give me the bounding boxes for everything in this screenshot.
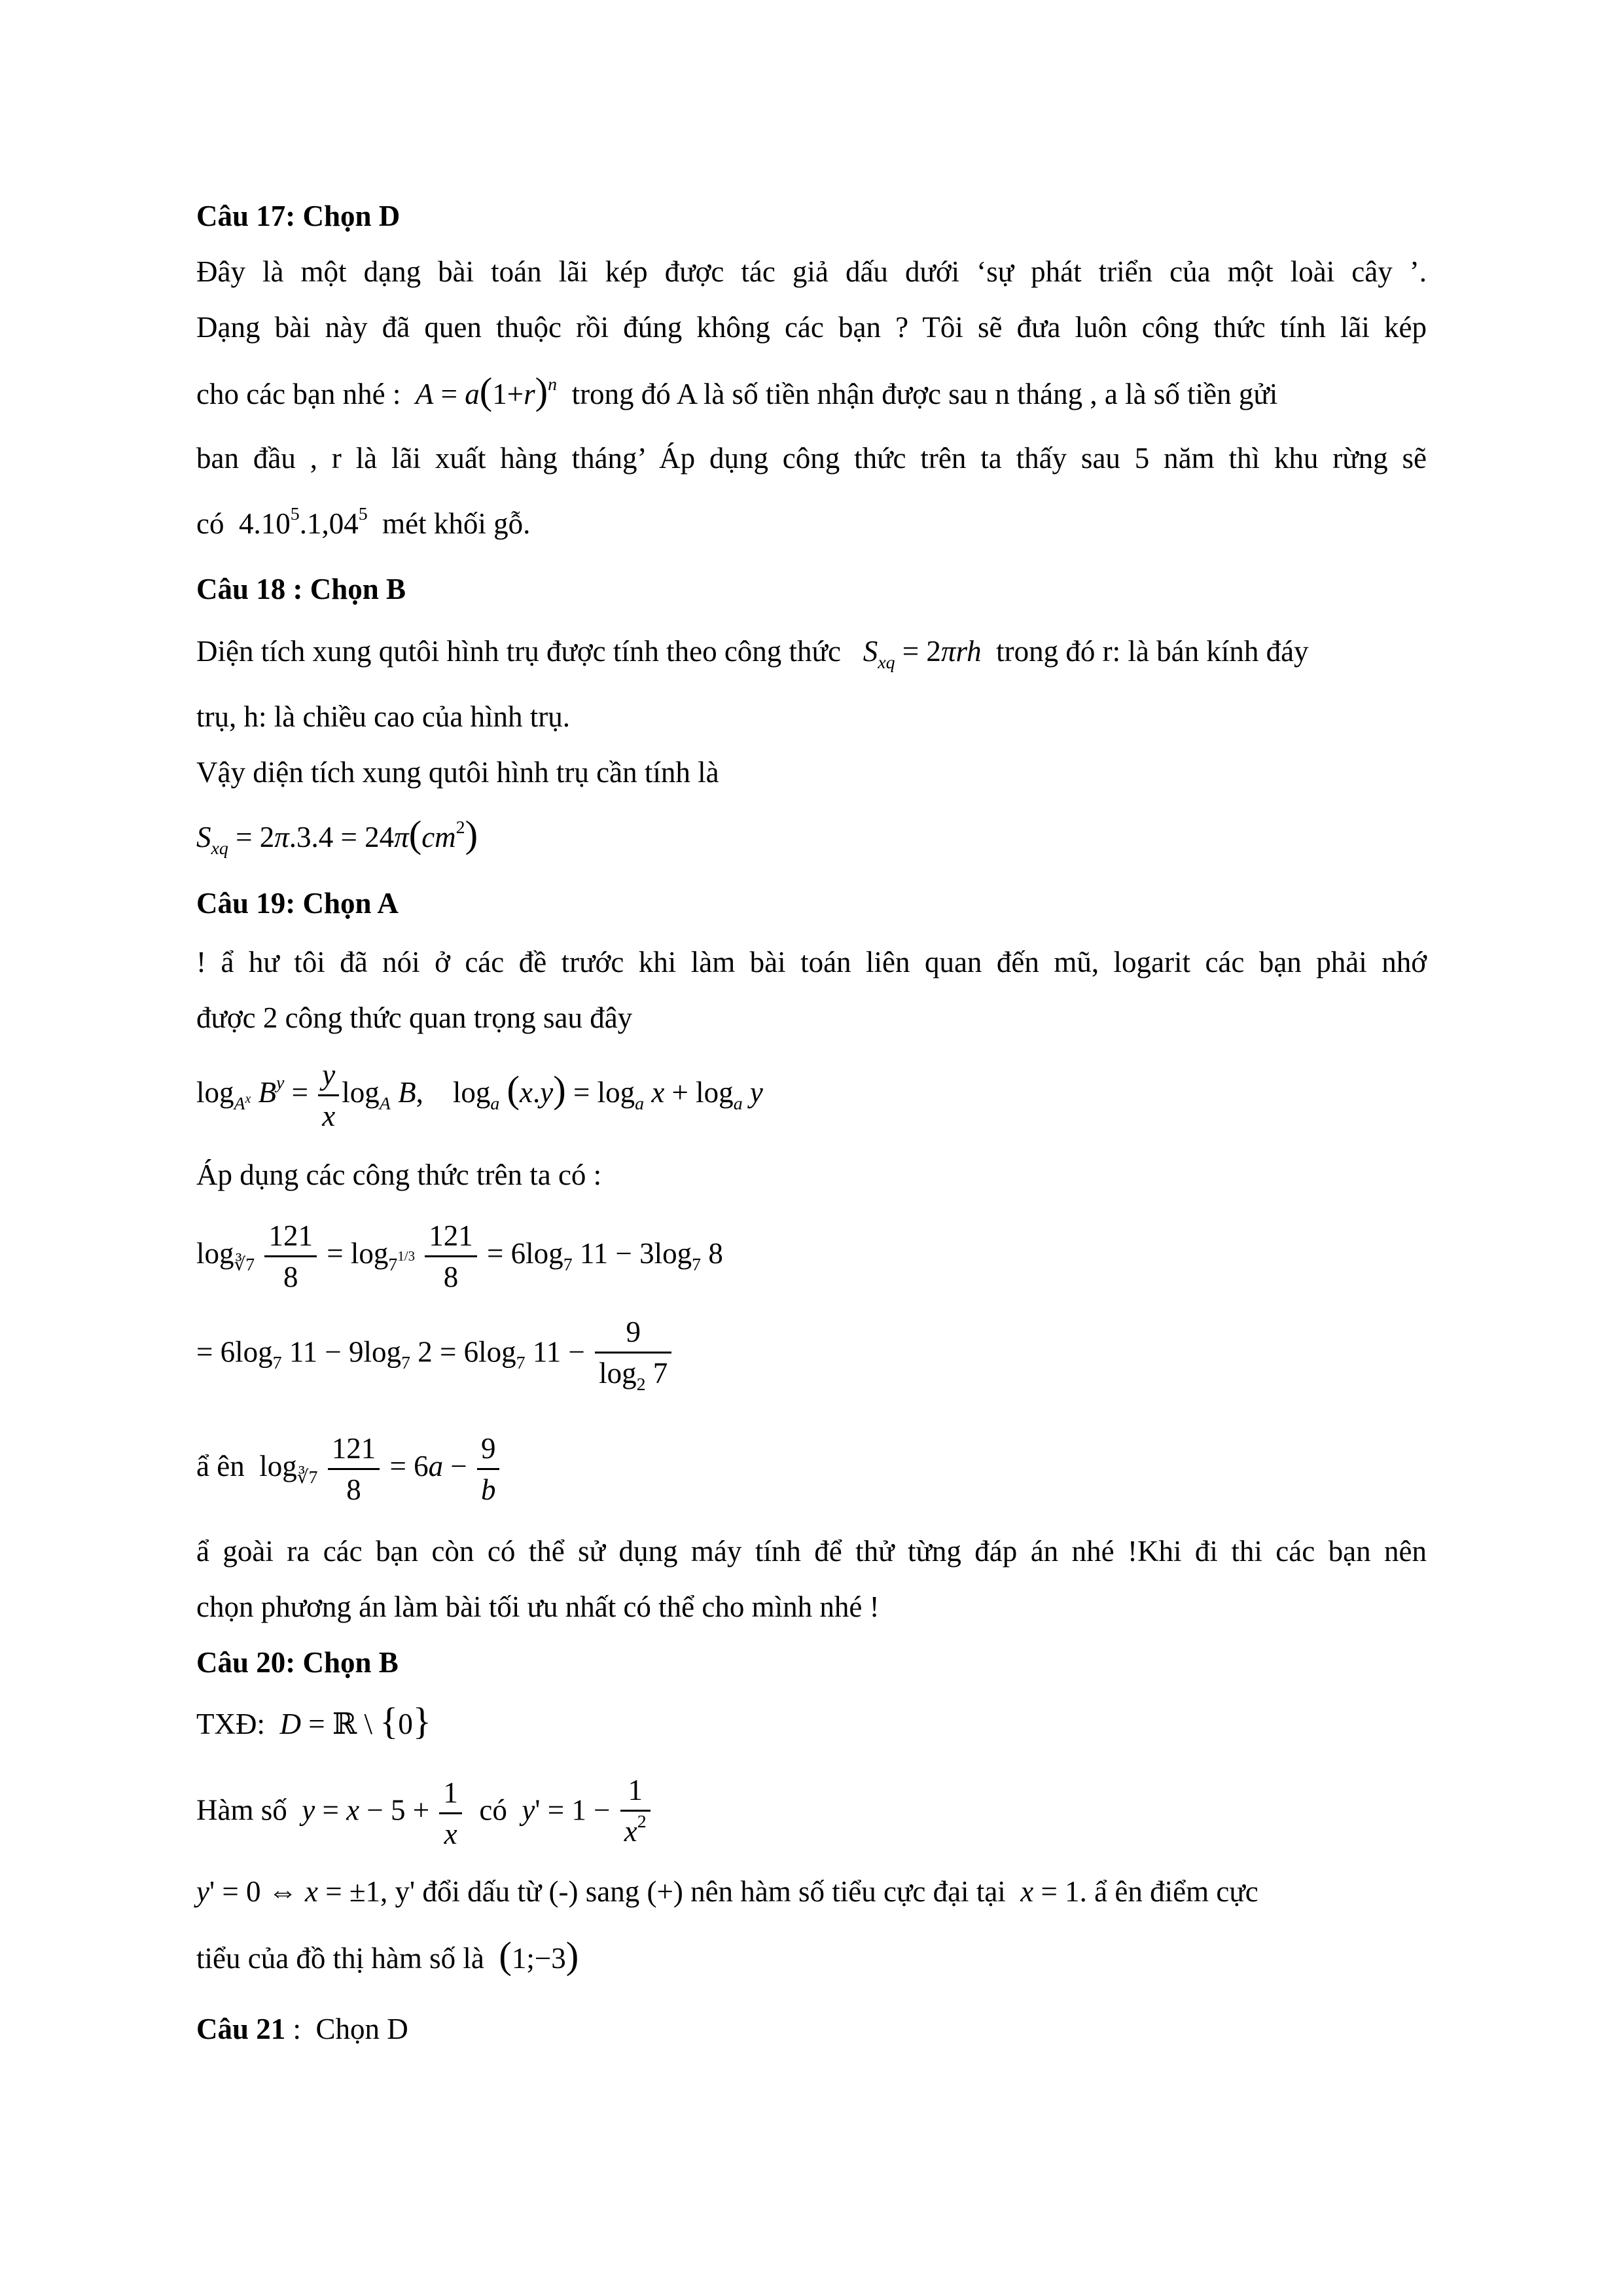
q17-line1: Đây là một dạng bài toán lãi kép được tác giả dấu dưới ‘sự phát triển của một loài cây ’. <box>196 255 1427 288</box>
q18-heading: Câu 18 : Chọn B <box>196 573 406 605</box>
q20-txd: TXĐ: <box>196 1708 265 1740</box>
q21-heading: Câu 21 <box>196 2013 286 2045</box>
q18-line1-post: trong đó r: là bán kính đáy <box>996 635 1309 668</box>
q19-nen: ẩ ên <box>196 1450 245 1482</box>
q17-line5-pre: có <box>196 507 224 540</box>
q19-line1: ! ẩ hư tôi đã nói ở các đề trước khi làm bài toán liên quan đến mũ, logarit các bạn phải nhớ <box>196 946 1427 978</box>
lateral-area-formula: $S_{xq} = 2\pi rh$ <box>863 635 982 673</box>
q18-area-result: $S_{xq} = 2\pi.3.4 = 24\pi(cm^2)$ <box>196 813 478 859</box>
q18-line1-pre: Diện tích xung qutôi hình trụ được tính theo công thức <box>196 635 841 668</box>
q20-line3-end: . ẩ ên điểm cực <box>1079 1875 1258 1908</box>
q21-sep: : <box>285 2013 316 2045</box>
q20-co: có <box>479 1793 507 1827</box>
q17-heading: Câu 17: Chọn D <box>196 200 401 232</box>
q20-heading: Câu 20: Chọn B <box>196 1646 399 1679</box>
q17-line2: Dạng bài này đã quen thuộc rồi đúng không các bạn ? Tôi sẽ đưa luôn công thức tính lãi kép <box>196 311 1427 344</box>
q21-choice: Chọn D <box>315 2013 408 2045</box>
q17-line3-post: trong đó A là số tiền nhận được sau n tháng , a là số tiền gửi <box>571 378 1278 410</box>
q20-line3-post: , y' đổi dấu từ (-) sang (+) nên hàm số tiểu cực đại tại <box>380 1875 1006 1908</box>
log-rules-formula: $\log_{A^x} B^y$ = $\frac{y}{x}$ $\log_A B$, $\log_a (x.y) = \log_a x + \log_a y$ <box>196 1050 763 1138</box>
q17-line3-pre: cho các bạn nhé : <box>196 378 401 410</box>
q17-line3 <box>196 372 1277 418</box>
compound-interest-formula: $A = a(1+r)^n$ <box>415 370 558 412</box>
q18-line1 <box>196 632 1309 675</box>
q20-function: Hàm số y = x − 5 + $\frac{1}{x}$ có y' = 1 − $\frac{1}{x^2}$ <box>196 1770 653 1856</box>
q19-apply: Áp dụng các công thức trên ta có : <box>196 1158 602 1191</box>
q17-line4: ban đầu , r là lãi xuất hàng tháng’ Áp dụng công thức trên ta thấy sau 5 năm thì khu rừng sẽ <box>196 442 1427 475</box>
q18-line3: Vậy diện tích xung qutôi hình trụ cần tính là <box>196 756 719 789</box>
q17-line5-post: mét khối gỗ. <box>382 507 531 540</box>
q19-heading: Câu 19: Chọn A <box>196 887 399 920</box>
q19-line-end1: ẩ goài ra các bạn còn có thể sử dụng máy tính để thử từng đáp án nhé !Khi đi thi các bạn nên <box>196 1535 1427 1568</box>
log-computation-line1: $\log_{∛7}$ $\frac{121}{8}$ = $\log_{7^{1/3}}$ $\frac{121}{8}$ = $6\log_7$ $11 - 3\log_7$ 8 <box>196 1214 723 1298</box>
q18-line2: trụ, h: là chiều cao của hình trụ. <box>196 700 571 733</box>
q19-line-end2: chọn phương án làm bài tối ưu nhất có thể cho mình nhé ! <box>196 1590 880 1623</box>
log-conclusion: ẩ ên $\log_{∛7}$ $\frac{121}{8}$ = 6a − $\frac{9}{b}$ <box>196 1427 502 1510</box>
q20-hamso: Hàm số <box>196 1793 287 1827</box>
q20-line4: tiểu của đồ thị hàm số là (1;−3) <box>196 1934 579 1977</box>
q21-heading-line <box>196 2009 408 2049</box>
log-computation-line2: = $6\log_7$ $11 - 9\log_7$ $2 = 6\log_7$ 11 − $\frac{9}{\log_2 7}$ <box>196 1312 674 1397</box>
q20-domain: TXĐ: D = ℝ \ {0} <box>196 1700 431 1742</box>
q20-line3: y' = 0 ⇔ x = ±1, y' đổi dấu từ (-) sang (+) nên hàm số tiểu cực đại tại x = 1. ẩ ên điểm cực <box>196 1875 1258 1908</box>
q17-line5 <box>196 504 530 548</box>
volume-expression: 4.10$^5$.1,04$^5$ <box>231 504 368 540</box>
q19-line2: được 2 công thức quan trọng sau đây <box>196 1001 633 1034</box>
q20-line4-pre: tiểu của đồ thị hàm số là <box>196 1942 484 1975</box>
